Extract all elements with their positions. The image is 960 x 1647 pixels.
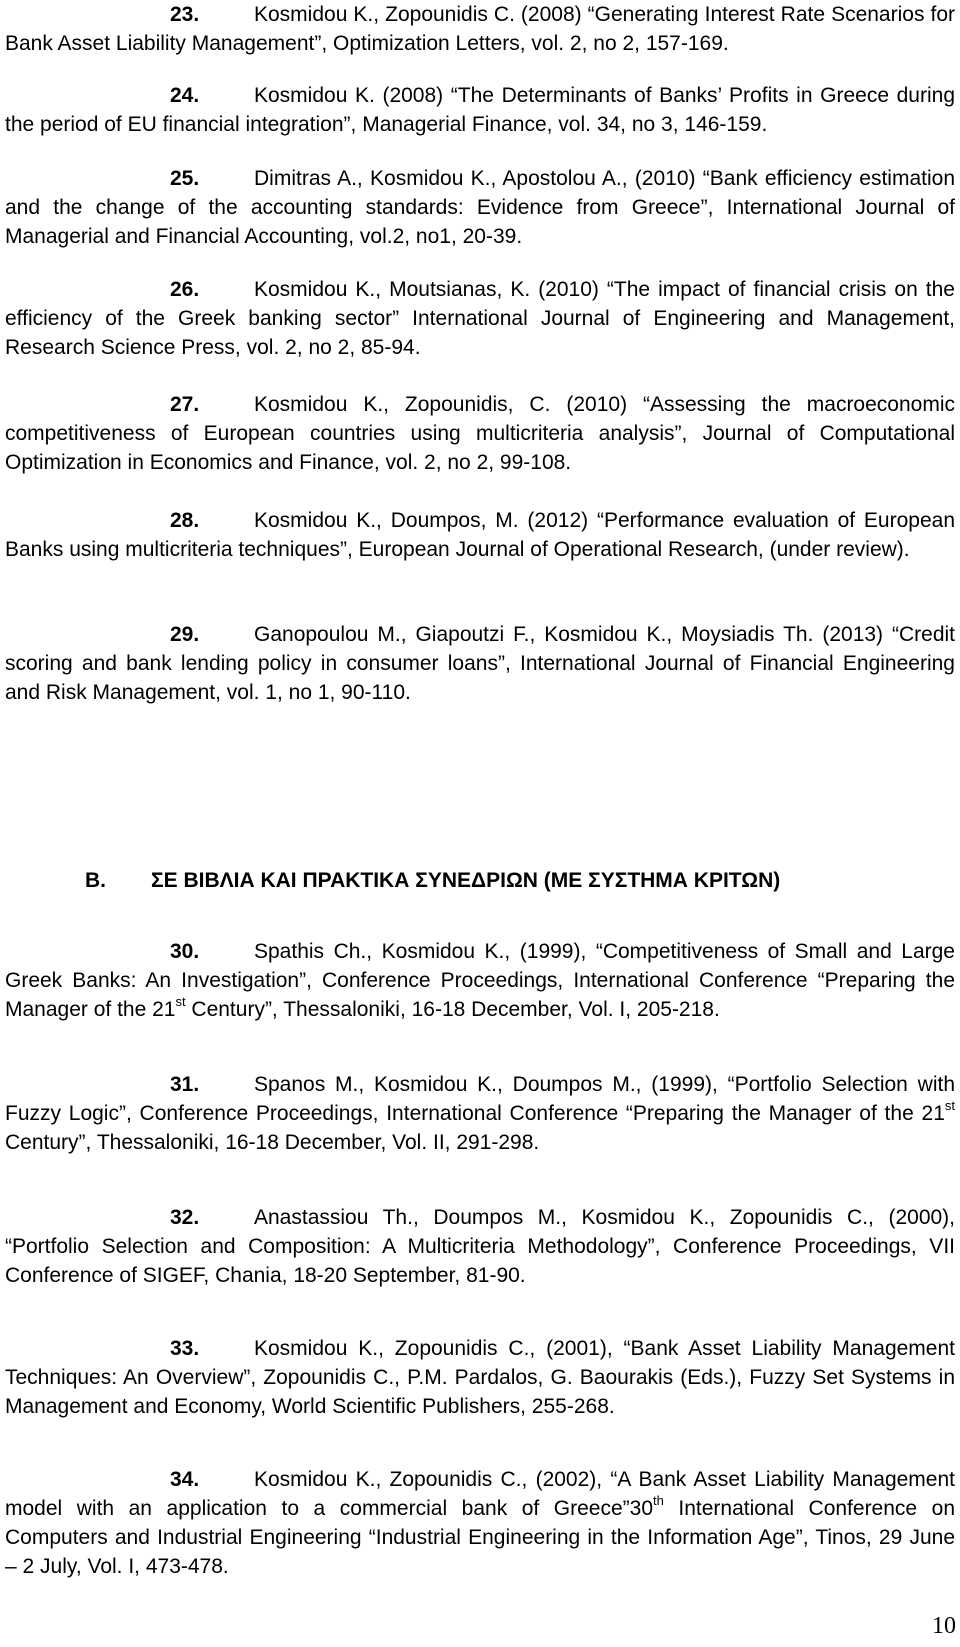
reference-number: 32. <box>170 1206 200 1229</box>
reference-24 <box>5 81 955 139</box>
reference-text: Kosmidou K., Zopounidis, C. (2010) “Assessing the macroeconomic competitiveness of European countries using multicriteria analysis”, Journal of Computational Optimization in Economics and Finance, vol. 2, no 2, 99-108. <box>5 393 955 474</box>
page-number: 10 <box>932 1613 956 1639</box>
reference-text: Kosmidou K., Zopounidis C. (2008) “Generating Interest Rate Scenarios for Bank Asset Liability Management”, Optimization Letters, vol. 2, no 2, 157-169. <box>5 3 955 55</box>
reference-text: Ganopoulou M., Giapoutzi F., Kosmidou K., Moysiadis Th. (2013) “Credit scoring and bank lending policy in consumer loans”, International Journal of Financial Engineering and Risk Management, vol. 1, no 1, 90-110. <box>5 623 955 704</box>
reference-30 <box>5 937 955 1024</box>
reference-26 <box>5 275 955 362</box>
section-heading <box>85 866 780 895</box>
reference-text: Kosmidou K., Zopounidis C., (2001), “Bank Asset Liability Management Techniques: An Overview”, Zopounidis C., P.M. Pardalos, G. Baourakis (Eds.), Fuzzy Set Systems in Management and Economy, World Scientific Publishers, 255-268. <box>5 1337 955 1418</box>
reference-number: 25. <box>170 167 200 190</box>
reference-text: Spathis Ch., Kosmidou K., (1999), “Competitiveness of Small and Large Greek Banks: An Investigation”, Conference Proceedings, International Conference “Preparing the Manager of the 21 <box>5 940 955 1021</box>
reference-number: 23. <box>170 3 200 26</box>
reference-number: 33. <box>170 1337 200 1360</box>
reference-number: 34. <box>170 1468 200 1491</box>
reference-text: Kosmidou K. (2008) “The Determinants of Banks’ Profits in Greece during the period of EU financial integration”, Managerial Finance, vol. 34, no 3, 146-159. <box>5 84 955 136</box>
reference-number: 31. <box>170 1073 200 1096</box>
reference-text-cont: Century”, Thessaloniki, 16-18 December, Vol. II, 291-298. <box>5 1131 540 1154</box>
reference-27 <box>5 390 955 477</box>
reference-number: 29. <box>170 623 200 646</box>
reference-text: Anastassiou Th., Doumpos M., Kosmidou K., Zopounidis C., (2000), “Portfolio Selection and Composition: A Multicriteria Methodology”, Conference Proceedings, VII Conference of SIGEF, Chania, 18-20 September, 81-90. <box>5 1206 955 1287</box>
reference-text: Spanos M., Kosmidou K., Doumpos M., (1999), “Portfolio Selection with Fuzzy Logic”, Conference Proceedings, International Conference “Preparing the Manager of the 21 <box>5 1073 955 1125</box>
reference-text: Dimitras A., Kosmidou K., Apostolou A., (2010) “Bank efficiency estimation and the change of the accounting standards: Evidence from Greece”, International Journal of Managerial and Financial Accounting, vol.2, no1, 20-39. <box>5 167 955 248</box>
reference-text-cont: Century”, Thessaloniki, 16-18 December, Vol. I, 205-218. <box>185 998 720 1021</box>
reference-32 <box>5 1203 955 1290</box>
reference-number: 26. <box>170 278 200 301</box>
reference-25 <box>5 164 955 251</box>
reference-number: 30. <box>170 940 200 963</box>
reference-29 <box>5 620 955 707</box>
superscript: th <box>653 1493 664 1508</box>
reference-text: Kosmidou K., Doumpos, M. (2012) “Performance evaluation of European Banks using multicriteria techniques”, European Journal of Operational Research, (under review). <box>5 509 955 561</box>
section-letter: B. <box>85 869 106 892</box>
reference-number: 28. <box>170 509 200 532</box>
section-title: ΣΕ ΒΙΒΛΙΑ ΚΑΙ ΠΡΑΚΤΙΚΑ ΣΥΝΕΔΡΙΩΝ (ΜΕ ΣΥΣΤΗΜΑ ΚΡΙΤΩΝ) <box>151 869 781 892</box>
superscript: st <box>944 1098 955 1113</box>
reference-28 <box>5 506 955 564</box>
superscript: st <box>175 994 186 1009</box>
reference-text: Kosmidou K., Zopounidis C., (2002), “A Bank Asset Liability Management model with an application to a commercial bank of Greece”30 <box>5 1468 955 1520</box>
reference-text-cont: International Conference on Computers and Industrial Engineering “Industrial Engineering in the Information Age”, Tinos, 29 June – 2 July, Vol. I, 473-478. <box>5 1497 956 1578</box>
reference-33 <box>5 1334 955 1421</box>
reference-31 <box>5 1070 955 1157</box>
reference-text: Kosmidou K., Moutsianas, K. (2010) “The impact of financial crisis on the efficiency of the Greek banking sector” International Journal of Engineering and Management, Research Science Press, vol. 2, no 2, 85-94. <box>5 278 955 359</box>
reference-number: 27. <box>170 393 200 416</box>
reference-34 <box>5 1465 955 1581</box>
reference-23 <box>5 0 955 58</box>
reference-number: 24. <box>170 84 200 107</box>
